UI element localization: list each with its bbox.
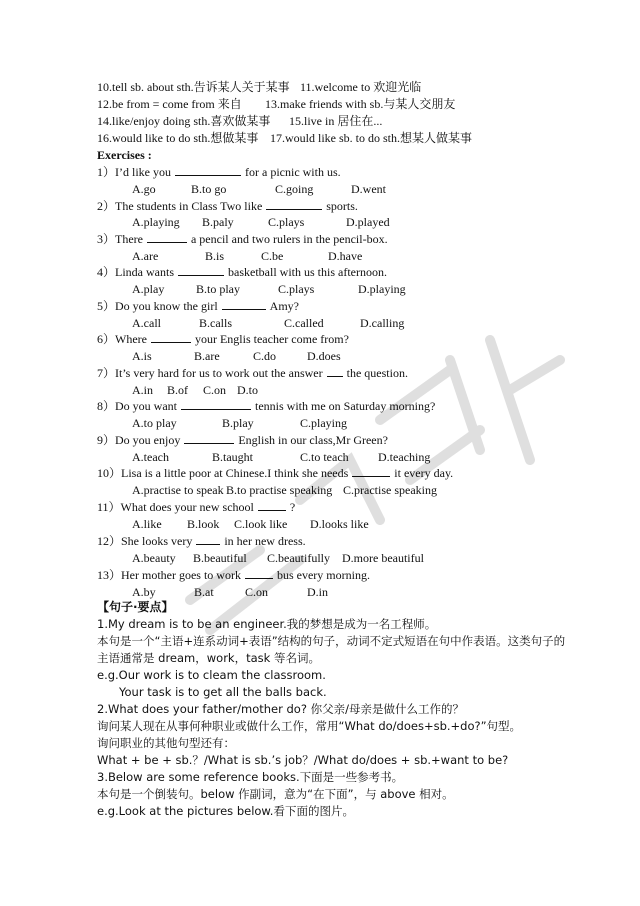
- option-row: [132, 516, 552, 532]
- option-row: [132, 214, 552, 230]
- option[interactable]: D.looks like: [310, 517, 369, 531]
- option[interactable]: A.is: [132, 349, 152, 363]
- question-text: ?: [289, 500, 296, 514]
- question-text: it every day.: [394, 466, 454, 480]
- question-text: 1）I’d like you: [97, 165, 171, 179]
- question: [97, 198, 358, 214]
- option[interactable]: A.call: [132, 316, 161, 330]
- answer-blank[interactable]: [151, 331, 191, 343]
- example-line: e.g.Look at the pictures below.看下面的图片。: [97, 804, 354, 818]
- option[interactable]: C.practise speaking: [343, 483, 437, 497]
- answer-blank[interactable]: [258, 499, 286, 511]
- question-text: a pencil and two rulers in the pencil-box.: [190, 232, 388, 246]
- option[interactable]: A.practise to speak: [132, 483, 224, 497]
- option[interactable]: C.plays: [268, 215, 305, 229]
- option[interactable]: A.beauty: [132, 551, 176, 565]
- option-row: [132, 550, 552, 566]
- option-row: [132, 482, 552, 498]
- answer-blank[interactable]: [196, 533, 220, 545]
- option[interactable]: D.playing: [358, 282, 406, 296]
- section-line: What + be + sb.？/What is sb.’s job？/What do/does + sb.+want to be?: [97, 753, 509, 767]
- option[interactable]: C.on: [245, 585, 269, 599]
- question: [97, 298, 299, 314]
- example-line: Your task is to get all the balls back.: [119, 685, 327, 699]
- question-text: 12）She looks very: [97, 534, 193, 548]
- section-line: 2.What does your father/mother do? 你父亲/母亲是做什么工作的？: [97, 702, 464, 716]
- phrase-item: 15.live in 居住在...: [289, 114, 383, 128]
- option[interactable]: A.teach: [132, 450, 169, 464]
- phrase-item: 12.be from = come from 来自: [97, 97, 242, 111]
- option-row: [132, 449, 552, 465]
- phrase-item: 17.would like sb. to do sth.想某人做某事: [270, 131, 473, 145]
- option[interactable]: D.does: [307, 349, 341, 363]
- question: [97, 432, 388, 448]
- question-text: 5）Do you know the girl: [97, 299, 218, 313]
- answer-blank[interactable]: [245, 567, 273, 579]
- option-row: [132, 281, 552, 297]
- option[interactable]: C.be: [261, 249, 284, 263]
- option[interactable]: D.teaching: [378, 450, 431, 464]
- option[interactable]: B.taught: [212, 450, 253, 464]
- option[interactable]: C.called: [284, 316, 324, 330]
- answer-blank[interactable]: [266, 198, 322, 210]
- option[interactable]: C.look like: [234, 517, 288, 531]
- answer-blank[interactable]: [181, 398, 251, 410]
- question: [97, 567, 370, 583]
- option-row: [132, 248, 552, 264]
- option-row: [132, 415, 552, 431]
- question: [97, 264, 387, 280]
- option[interactable]: D.calling: [360, 316, 405, 330]
- option[interactable]: C.going: [275, 182, 314, 196]
- question-text: 2）The students in Class Two like: [97, 199, 263, 213]
- option[interactable]: B.to go: [191, 182, 227, 196]
- option[interactable]: C.to teach: [300, 450, 349, 464]
- question-text: in her new dress.: [224, 534, 306, 548]
- option[interactable]: A.like: [132, 517, 162, 531]
- option[interactable]: A.playing: [132, 215, 180, 229]
- question-text: 11）What does your new school: [97, 500, 254, 514]
- option[interactable]: A.by: [132, 585, 156, 599]
- option[interactable]: B.look: [187, 517, 220, 531]
- option[interactable]: A.play: [132, 282, 165, 296]
- option[interactable]: D.more beautiful: [342, 551, 424, 565]
- option[interactable]: C.plays: [278, 282, 315, 296]
- option[interactable]: A.in: [132, 383, 153, 397]
- option[interactable]: C.do: [253, 349, 277, 363]
- option[interactable]: A.are: [132, 249, 159, 263]
- question-text: English in our class,Mr Green?: [238, 433, 388, 447]
- option[interactable]: B.beautiful: [193, 551, 247, 565]
- exercises-heading: Exercises :: [97, 148, 152, 162]
- option[interactable]: B.play: [222, 416, 254, 430]
- example-line: e.g.Our work is to cleam the classroom.: [97, 668, 326, 682]
- question: [97, 231, 388, 247]
- question-text: 7）It’s very hard for us to work out the answer: [97, 366, 323, 380]
- question-text: 3）There: [97, 232, 143, 246]
- option-row: [132, 382, 552, 398]
- section-line: 本句是一个倒装句。below 作副词，意为“在下面”，与 above 相对。: [97, 787, 454, 801]
- option[interactable]: D.went: [351, 182, 386, 196]
- section-heading: 【句子·要点】: [97, 600, 174, 614]
- question-text: the question.: [346, 366, 408, 380]
- option-row: [132, 584, 552, 600]
- question: [97, 365, 408, 381]
- option[interactable]: D.played: [346, 215, 390, 229]
- answer-blank[interactable]: [352, 465, 390, 477]
- option[interactable]: B.are: [194, 349, 220, 363]
- option[interactable]: C.playing: [300, 416, 347, 430]
- question-text: sports.: [326, 199, 358, 213]
- option-row: [132, 348, 552, 364]
- phrase-item: 10.tell sb. about sth.告诉某人关于某事: [97, 80, 290, 94]
- question-text: basketball with us this afternoon.: [228, 265, 387, 279]
- section-line: 主语通常是 dream，work，task 等名词。: [97, 651, 320, 665]
- phrase-item: 13.make friends with sb.与某人交朋友: [265, 97, 456, 111]
- answer-blank[interactable]: [178, 264, 224, 276]
- question: [97, 465, 453, 481]
- question-text: 9）Do you enjoy: [97, 433, 181, 447]
- question-text: tennis with me on Saturday morning?: [255, 399, 436, 413]
- option-row: [132, 315, 552, 331]
- option[interactable]: D.have: [328, 249, 363, 263]
- option[interactable]: C.beautifully: [267, 551, 330, 565]
- question-text: your Englis teacher come from?: [194, 332, 349, 346]
- option[interactable]: B.is: [205, 249, 225, 263]
- question: [97, 398, 435, 414]
- section-line: 询问职业的其他句型还有：: [97, 736, 235, 750]
- section-line: 本句是一个“主语+连系动词+表语”结构的句子，动词不定式短语在句中作表语。这类句子的: [97, 634, 566, 648]
- section-line: 3.Below are some reference books.下面是一些参考书。: [97, 770, 404, 784]
- question-text: 13）Her mother goes to work: [97, 568, 241, 582]
- option[interactable]: A.go: [132, 182, 156, 196]
- question-text: 6）Where: [97, 332, 147, 346]
- question-text: Amy?: [269, 299, 299, 313]
- section-line: 1.My dream is to be an engineer.我的梦想是成为一名工程师。: [97, 617, 437, 631]
- option-row: [132, 181, 552, 197]
- option[interactable]: B.paly: [202, 215, 234, 229]
- question: [97, 331, 349, 347]
- question-text: 10）Lisa is a little poor at Chinese.I think she needs: [97, 466, 349, 480]
- phrase-item: 16.would like to do sth.想做某事: [97, 131, 259, 145]
- section-line: 询问某人现在从事何种职业或做什么工作，常用“What do/does+sb.+do?”句型。: [97, 719, 522, 733]
- option[interactable]: B.calls: [199, 316, 232, 330]
- option[interactable]: C.on: [203, 383, 227, 397]
- option[interactable]: D.in: [307, 585, 328, 599]
- option[interactable]: B.to play: [196, 282, 240, 296]
- question-text: for a picnic with us.: [245, 165, 341, 179]
- option[interactable]: A.to play: [132, 416, 177, 430]
- option[interactable]: B.of: [167, 383, 188, 397]
- phrase-item: 11.welcome to 欢迎光临: [300, 80, 422, 94]
- question: [97, 499, 295, 515]
- answer-blank[interactable]: [327, 365, 343, 377]
- question: [97, 533, 306, 549]
- question: [97, 164, 341, 180]
- question-text: 4）Linda wants: [97, 265, 174, 279]
- answer-blank[interactable]: [175, 164, 241, 176]
- option[interactable]: B.to practise speaking: [226, 483, 333, 497]
- answer-blank[interactable]: [222, 298, 266, 310]
- answer-blank[interactable]: [147, 231, 187, 243]
- answer-blank[interactable]: [184, 432, 234, 444]
- question-text: bus every morning.: [276, 568, 370, 582]
- option[interactable]: D.to: [237, 383, 258, 397]
- question-text: 8）Do you want: [97, 399, 177, 413]
- phrase-item: 14.like/enjoy doing sth.喜欢做某事: [97, 114, 271, 128]
- option[interactable]: B.at: [194, 585, 214, 599]
